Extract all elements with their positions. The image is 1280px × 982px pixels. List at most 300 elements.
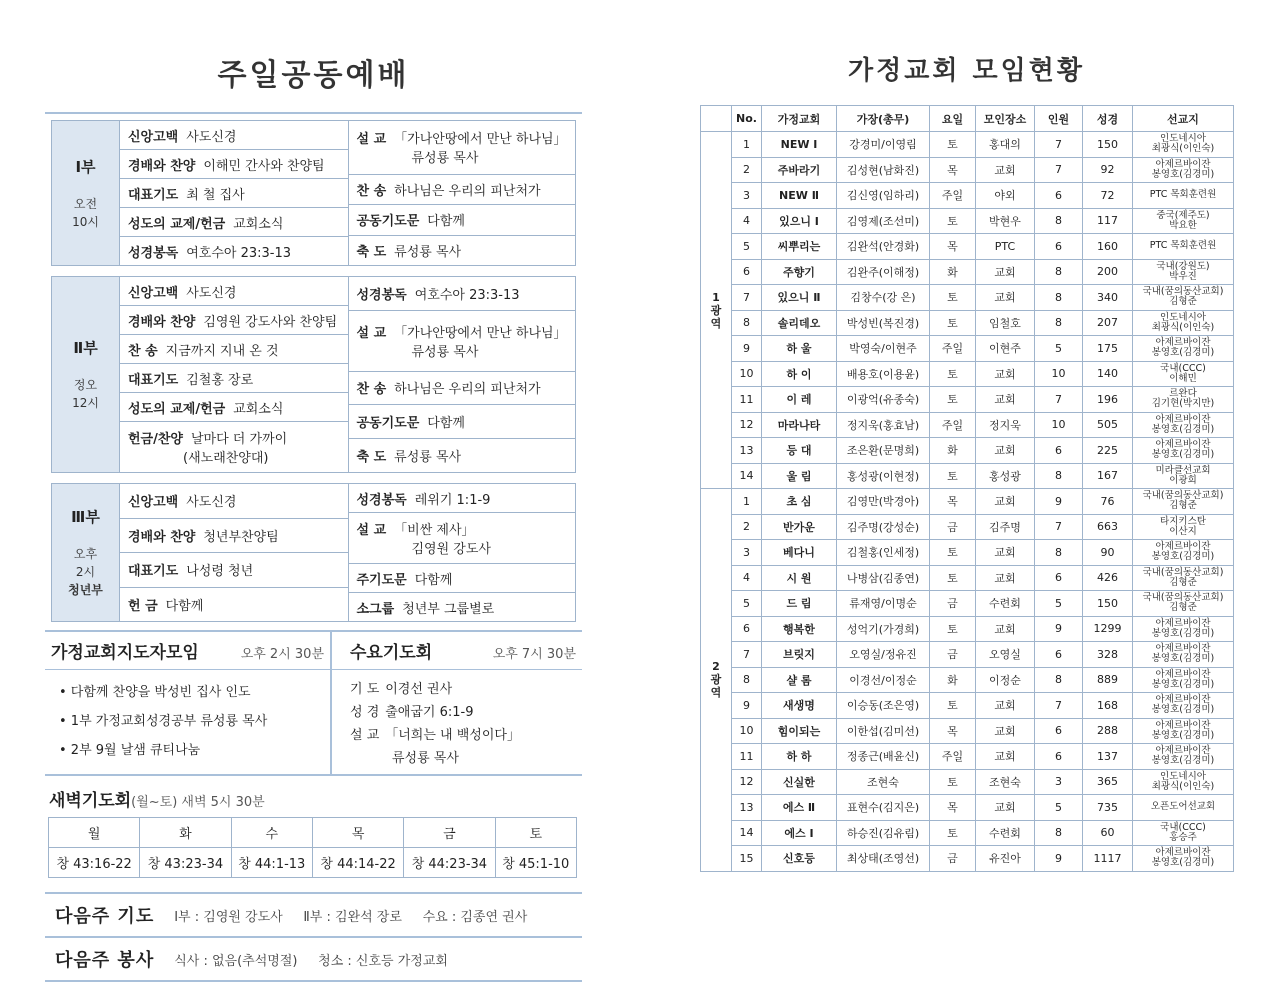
- dawn-verse: 창 43:16-22: [49, 848, 140, 878]
- order-line: [357, 128, 568, 147]
- meeting-day: 토: [930, 463, 976, 489]
- meeting-day: 주일: [930, 744, 976, 770]
- member-count: 6: [1035, 234, 1083, 260]
- leader: 김영만(박경아): [837, 489, 930, 515]
- member-count: 7: [1035, 387, 1083, 413]
- row-number: 14: [732, 463, 762, 489]
- leader: 김완석(안경화): [837, 234, 930, 260]
- meeting-place: 교회: [976, 795, 1035, 821]
- member-count: 6: [1035, 642, 1083, 668]
- mission-field: 타지키스탄 이산지: [1133, 514, 1234, 540]
- meeting-place: 교회: [976, 565, 1035, 591]
- table-row: [701, 744, 1234, 770]
- meeting-place: 임철호: [976, 310, 1035, 336]
- row-number: 4: [732, 208, 762, 234]
- leader: 강경미/이영림: [837, 132, 930, 158]
- church-name: 초 심: [762, 489, 837, 515]
- church-name: 마라나타: [762, 412, 837, 438]
- table-row: [701, 489, 1234, 515]
- service-time: 오후: [73, 547, 98, 561]
- order-key: 대표기도: [128, 564, 179, 580]
- order-value: 청년부찬양팀: [203, 529, 279, 545]
- member-count: 9: [1035, 616, 1083, 642]
- meeting-day: 화: [930, 259, 976, 285]
- meeting-place: 이현주: [976, 336, 1035, 362]
- order-line: [357, 519, 568, 538]
- next-service-title: 다음주 봉사: [55, 950, 155, 971]
- row-number: 13: [732, 795, 762, 821]
- service-block: [51, 120, 576, 266]
- order-line: [128, 340, 340, 359]
- bible-count: 160: [1083, 234, 1133, 260]
- mission-field: 아제르바이잔 봉영호(김경미): [1133, 540, 1234, 566]
- order-value: 지금까지 지내 온 것: [165, 343, 279, 359]
- bible-count: 175: [1083, 336, 1133, 362]
- bible-count: 167: [1083, 463, 1133, 489]
- meeting-place: 홍대의: [976, 132, 1035, 158]
- mission-field: 아제르바이잔 봉영호(김경미): [1133, 846, 1234, 872]
- service-name: Ⅱ부: [73, 339, 98, 357]
- order-value: 류성룡 목사: [394, 450, 462, 466]
- mission-field: 중국(제주도) 박요한: [1133, 208, 1234, 234]
- order-key: 경배와 찬양: [128, 158, 196, 174]
- order-item: [120, 519, 348, 554]
- order-line: [128, 242, 340, 261]
- order-item: [120, 306, 348, 335]
- leader: 조현숙: [837, 769, 930, 795]
- house-church-title: 가정교회 모임현황: [848, 56, 1085, 86]
- meeting-place: 유진아: [976, 846, 1035, 872]
- row-number: 10: [732, 718, 762, 744]
- meeting-place: 교회: [976, 744, 1035, 770]
- wednesday-title: 수요기도회: [350, 643, 433, 663]
- order-line: [128, 560, 340, 579]
- bible-count: 196: [1083, 387, 1133, 413]
- bible-count: 92: [1083, 157, 1133, 183]
- bible-count: 200: [1083, 259, 1133, 285]
- dawn-table: [48, 817, 577, 878]
- member-count: 7: [1035, 157, 1083, 183]
- leader: 조은환(문명희): [837, 438, 930, 464]
- church-name: 주향기: [762, 259, 837, 285]
- leader: 김주명(강성순): [837, 514, 930, 540]
- leader: 나병삼(김종연): [837, 565, 930, 591]
- order-key: 찬 송: [128, 343, 158, 359]
- meeting-day: 토: [930, 310, 976, 336]
- member-count: 8: [1035, 208, 1083, 234]
- bible-count: 340: [1083, 285, 1133, 311]
- table-row: [701, 361, 1234, 387]
- table-row: [701, 463, 1234, 489]
- wednesday-value: 출애굽기 6:1-9: [385, 705, 474, 720]
- church-name: 베다니: [762, 540, 837, 566]
- church-name: 있으니 Ⅰ: [762, 208, 837, 234]
- meeting-place: 교회: [976, 718, 1035, 744]
- order-line: [357, 412, 568, 431]
- leaders-item: • 다함께 찬양을 박성빈 집사 인도: [59, 685, 251, 700]
- order-key: 신앙고백: [128, 285, 179, 301]
- leader: 이광억(유종숙): [837, 387, 930, 413]
- member-count: 8: [1035, 310, 1083, 336]
- order-item: [120, 335, 348, 364]
- mission-field: PTC 목회훈련원: [1133, 234, 1234, 260]
- bible-count: 288: [1083, 718, 1133, 744]
- service-time: 12시: [72, 396, 99, 410]
- order-line: [357, 241, 568, 260]
- leader: 최상태(조영선): [837, 846, 930, 872]
- service-column: [348, 277, 576, 472]
- member-count: 6: [1035, 718, 1083, 744]
- bible-count: 225: [1083, 438, 1133, 464]
- next-service-text: 식사 : 없음(추석명절) 청소 : 신호등 가정교회: [174, 953, 448, 969]
- member-count: 5: [1035, 336, 1083, 362]
- order-item: [349, 236, 576, 265]
- wednesday-key: 설 교: [350, 728, 380, 743]
- column-header: 선교지: [1133, 106, 1234, 132]
- order-key: 대표기도: [128, 187, 179, 203]
- leader: 정지욱(홍효남): [837, 412, 930, 438]
- church-name: 에스 Ⅰ: [762, 820, 837, 846]
- church-name: 주바라기: [762, 157, 837, 183]
- meeting-day: 금: [930, 514, 976, 540]
- order-value: 청년부 그룹별로: [402, 601, 495, 617]
- church-name: 힘이되는: [762, 718, 837, 744]
- row-number: 6: [732, 259, 762, 285]
- bible-count: 663: [1083, 514, 1133, 540]
- meeting-day: 토: [930, 693, 976, 719]
- order-value: 교회소식: [233, 216, 284, 232]
- order-item: [349, 121, 576, 175]
- table-row: [701, 387, 1234, 413]
- order-item: [349, 372, 576, 406]
- column-header: 가정교회: [762, 106, 837, 132]
- order-line: [357, 569, 568, 588]
- bible-count: 150: [1083, 591, 1133, 617]
- row-number: 5: [732, 591, 762, 617]
- church-name: 신실한: [762, 769, 837, 795]
- table-row: [701, 693, 1234, 719]
- leader: 박영숙/이현주: [837, 336, 930, 362]
- order-item: [120, 364, 348, 393]
- right-page: [700, 50, 1233, 872]
- meeting-day: 토: [930, 769, 976, 795]
- table-row: [701, 591, 1234, 617]
- service-column: [120, 121, 348, 265]
- meeting-place: 박현우: [976, 208, 1035, 234]
- mission-field: 미라클선교회 이광희: [1133, 463, 1234, 489]
- order-value: 하나님은 우리의 피난처가: [394, 382, 541, 398]
- service-time: 오전: [73, 196, 98, 211]
- meeting-place: 교회: [976, 157, 1035, 183]
- order-value: 하나님은 우리의 피난처가: [394, 184, 541, 199]
- row-number: 11: [732, 744, 762, 770]
- region-header: [701, 106, 732, 132]
- order-item: [120, 179, 348, 208]
- mission-field: 국내(CCC) 이해민: [1133, 361, 1234, 387]
- member-count: 8: [1035, 820, 1083, 846]
- meeting-place: 교회: [976, 285, 1035, 311]
- church-name: 시 원: [762, 565, 837, 591]
- order-value: 「가나안땅에서 만난 하나님」: [394, 132, 567, 148]
- table-row: [701, 285, 1234, 311]
- meeting-day: 목: [930, 234, 976, 260]
- meeting-place: 교회: [976, 361, 1035, 387]
- order-value: 다함께: [427, 214, 465, 230]
- service-column: [120, 484, 348, 621]
- order-key: 성도의 교제/헌금: [128, 216, 226, 232]
- row-number: 3: [732, 183, 762, 209]
- row-number: 7: [732, 642, 762, 668]
- member-count: 8: [1035, 259, 1083, 285]
- order-key: 대표기도: [128, 372, 179, 388]
- meeting-day: 주일: [930, 183, 976, 209]
- order-value: 류성룡 목사: [394, 244, 462, 260]
- meeting-place: 김주명: [976, 514, 1035, 540]
- order-item: [349, 593, 576, 621]
- order-key: 찬 송: [356, 184, 387, 199]
- bible-count: 168: [1083, 693, 1133, 719]
- mission-field: 르완다 김기현(박지만): [1133, 387, 1234, 413]
- table-row: [701, 208, 1234, 234]
- bible-count: 207: [1083, 310, 1133, 336]
- order-item: [120, 588, 348, 622]
- table-row: [701, 310, 1234, 336]
- order-value: 「가나안땅에서 만난 하나님」: [394, 325, 567, 341]
- leader: 이승동(조은영): [837, 693, 930, 719]
- leaders-time: 오후 2시 30분: [240, 647, 324, 662]
- member-count: 8: [1035, 667, 1083, 693]
- member-count: 9: [1035, 489, 1083, 515]
- member-count: 10: [1035, 361, 1083, 387]
- church-name: 울 림: [762, 463, 837, 489]
- church-name: 이 레: [762, 387, 837, 413]
- order-line: [128, 126, 340, 145]
- order-value: 「비싼 제사」: [394, 523, 475, 538]
- order-line: [128, 491, 340, 510]
- meeting-day: 목: [930, 157, 976, 183]
- mission-field: 국내(강원도) 박우진: [1133, 259, 1234, 285]
- order-value-2: 류성룡 목사: [411, 344, 479, 360]
- wednesday-value: 「너희는 내 백성이다」: [385, 728, 520, 743]
- next-prayer: [45, 892, 582, 936]
- meeting-day: 목: [930, 718, 976, 744]
- bible-count: 328: [1083, 642, 1133, 668]
- meeting-place: 교회: [976, 387, 1035, 413]
- table-row: [701, 642, 1234, 668]
- meeting-place: 정지욱: [976, 412, 1035, 438]
- meeting-day: 토: [930, 820, 976, 846]
- mission-field: 국내(꿈의동산교회) 김형준: [1133, 565, 1234, 591]
- order-key: 공동기도문: [356, 416, 420, 432]
- order-line: [357, 180, 568, 199]
- next-service: [45, 936, 582, 982]
- left-page: [45, 50, 582, 982]
- meeting-day: 토: [930, 208, 976, 234]
- order-key: 신앙고백: [128, 129, 179, 145]
- order-line: [357, 210, 568, 229]
- bible-count: 735: [1083, 795, 1133, 821]
- church-name: 솔리데오: [762, 310, 837, 336]
- order-item: [120, 208, 348, 237]
- mission-field: 국내(CCC) 홍승주: [1133, 820, 1234, 846]
- order-key: 헌금/찬양: [128, 432, 183, 447]
- bible-count: 76: [1083, 489, 1133, 515]
- member-count: 6: [1035, 183, 1083, 209]
- order-value: 김영원 강도사와 찬양팀: [203, 314, 338, 330]
- church-name: 등 대: [762, 438, 837, 464]
- page-title: 주일공동예배: [217, 58, 410, 93]
- meeting-place: 교회: [976, 616, 1035, 642]
- mission-field: 오픈도어선교회: [1133, 795, 1234, 821]
- order-value: 교회소식: [233, 401, 284, 417]
- wednesday-line: [332, 699, 582, 722]
- member-count: 3: [1035, 769, 1083, 795]
- dawn-day: 토: [495, 818, 576, 848]
- dawn-verse: 창 44:1-13: [231, 848, 312, 878]
- order-item: [349, 277, 576, 311]
- row-number: 4: [732, 565, 762, 591]
- mission-field: 아제르바이잔 봉영호(김경미): [1133, 642, 1234, 668]
- row-number: 12: [732, 769, 762, 795]
- leader: 류재영/이명순: [837, 591, 930, 617]
- service-label: [52, 121, 120, 265]
- order-line: [128, 526, 340, 545]
- member-count: 8: [1035, 285, 1083, 311]
- order-value: 사도신경: [186, 129, 237, 145]
- service-time: 2시: [75, 565, 96, 579]
- row-number: 13: [732, 438, 762, 464]
- bible-count: 1117: [1083, 846, 1133, 872]
- wednesday-line: [332, 745, 582, 768]
- row-number: 9: [732, 336, 762, 362]
- order-item: [120, 393, 348, 422]
- member-count: 6: [1035, 744, 1083, 770]
- church-name: 새생명: [762, 693, 837, 719]
- order-value-2: (새노래찬양대): [183, 451, 269, 466]
- mission-field: 국내(꿈의동산교회) 김형준: [1133, 285, 1234, 311]
- order-item: [120, 553, 348, 588]
- row-number: 1: [732, 489, 762, 515]
- mission-field: 아제르바이잔 봉영호(김경미): [1133, 693, 1234, 719]
- next-prayer-text: Ⅰ부 : 김영원 강도사 Ⅱ부 : 김완석 장로 수요 : 김종연 권사: [174, 909, 528, 925]
- order-value: 이해민 간사와 찬양팀: [203, 158, 325, 174]
- leaders-meeting: [45, 632, 332, 774]
- order-key: 신앙고백: [128, 495, 179, 511]
- wednesday-value: 이경선 권사: [385, 682, 453, 697]
- table-row: [701, 565, 1234, 591]
- table-row: [701, 718, 1234, 744]
- order-item: [349, 205, 576, 235]
- member-count: 8: [1035, 540, 1083, 566]
- order-item: [349, 405, 576, 439]
- order-key: 성경봉독: [356, 492, 407, 508]
- order-item: [349, 311, 576, 372]
- church-name: 신호등: [762, 846, 837, 872]
- meeting-place: PTC: [976, 234, 1035, 260]
- service-time: 정오: [73, 378, 98, 392]
- leader: 김창수(강 은): [837, 285, 930, 311]
- meeting-day: 화: [930, 667, 976, 693]
- mission-field: 아제르바이잔 봉영호(김경미): [1133, 616, 1234, 642]
- row-number: 8: [732, 310, 762, 336]
- member-count: 9: [1035, 846, 1083, 872]
- leader: 배용호(이용윤): [837, 361, 930, 387]
- column-header: No.: [732, 106, 762, 132]
- order-key: 설 교: [356, 132, 387, 148]
- church-name: 씨뿌리는: [762, 234, 837, 260]
- order-value: 김철홍 장로: [186, 372, 254, 388]
- service-name: Ⅰ부: [75, 157, 96, 176]
- order-line: [128, 369, 340, 388]
- order-line: [357, 598, 568, 617]
- member-count: 6: [1035, 565, 1083, 591]
- service-column: [348, 121, 576, 265]
- wednesday-prayer: [332, 632, 582, 774]
- leader: 하승진(김유림): [837, 820, 930, 846]
- order-line: [128, 155, 340, 174]
- order-key: 축 도: [356, 244, 387, 260]
- meeting-day: 화: [930, 438, 976, 464]
- leaders-title: 가정교회지도자모임: [51, 643, 199, 663]
- bible-count: 1299: [1083, 616, 1133, 642]
- mission-field: 아제르바이잔 봉영호(김경미): [1133, 412, 1234, 438]
- order-item: [349, 513, 576, 564]
- meeting-place: 교회: [976, 438, 1035, 464]
- table-row: [701, 540, 1234, 566]
- order-key: 축 도: [356, 450, 387, 466]
- column-header: 성경: [1083, 106, 1133, 132]
- wednesday-value: 류성룡 목사: [392, 751, 459, 766]
- table-row: [701, 820, 1234, 846]
- order-value: 나성령 청년: [186, 564, 254, 580]
- dawn-day: 화: [140, 818, 231, 848]
- mission-field: 국내(꿈의동산교회) 김형준: [1133, 489, 1234, 515]
- mission-field: 아제르바이잔 봉영호(김경미): [1133, 718, 1234, 744]
- meetings-row: [45, 630, 582, 774]
- service-time: 10시: [72, 214, 99, 229]
- mission-field: 아제르바이잔 봉영호(김경미): [1133, 336, 1234, 362]
- leader: 김신영(임하리): [837, 183, 930, 209]
- leader: 표현수(김지은): [837, 795, 930, 821]
- order-line: [357, 322, 568, 341]
- order-item: [349, 564, 576, 593]
- member-count: 7: [1035, 132, 1083, 158]
- table-row: [701, 438, 1234, 464]
- order-line: [128, 595, 340, 614]
- row-number: 3: [732, 540, 762, 566]
- meeting-day: 주일: [930, 412, 976, 438]
- divider: [45, 112, 582, 114]
- dawn-day: 수: [231, 818, 312, 848]
- order-key: 성경봉독: [128, 245, 179, 261]
- dawn-day: 목: [312, 818, 403, 848]
- church-name: NEW Ⅱ: [762, 183, 837, 209]
- table-row: [701, 769, 1234, 795]
- order-value: 사도신경: [186, 495, 237, 511]
- bible-count: 60: [1083, 820, 1133, 846]
- order-key: 설 교: [356, 523, 387, 538]
- wednesday-key: 성 경: [350, 705, 380, 720]
- table-row: [701, 183, 1234, 209]
- order-key: 설 교: [356, 325, 387, 341]
- service-label: [52, 277, 120, 472]
- order-key: 헌 금: [128, 598, 158, 614]
- row-number: 1: [732, 132, 762, 158]
- meeting-place: 교회: [976, 489, 1035, 515]
- row-number: 15: [732, 846, 762, 872]
- order-line: [357, 378, 568, 397]
- table-row: [701, 616, 1234, 642]
